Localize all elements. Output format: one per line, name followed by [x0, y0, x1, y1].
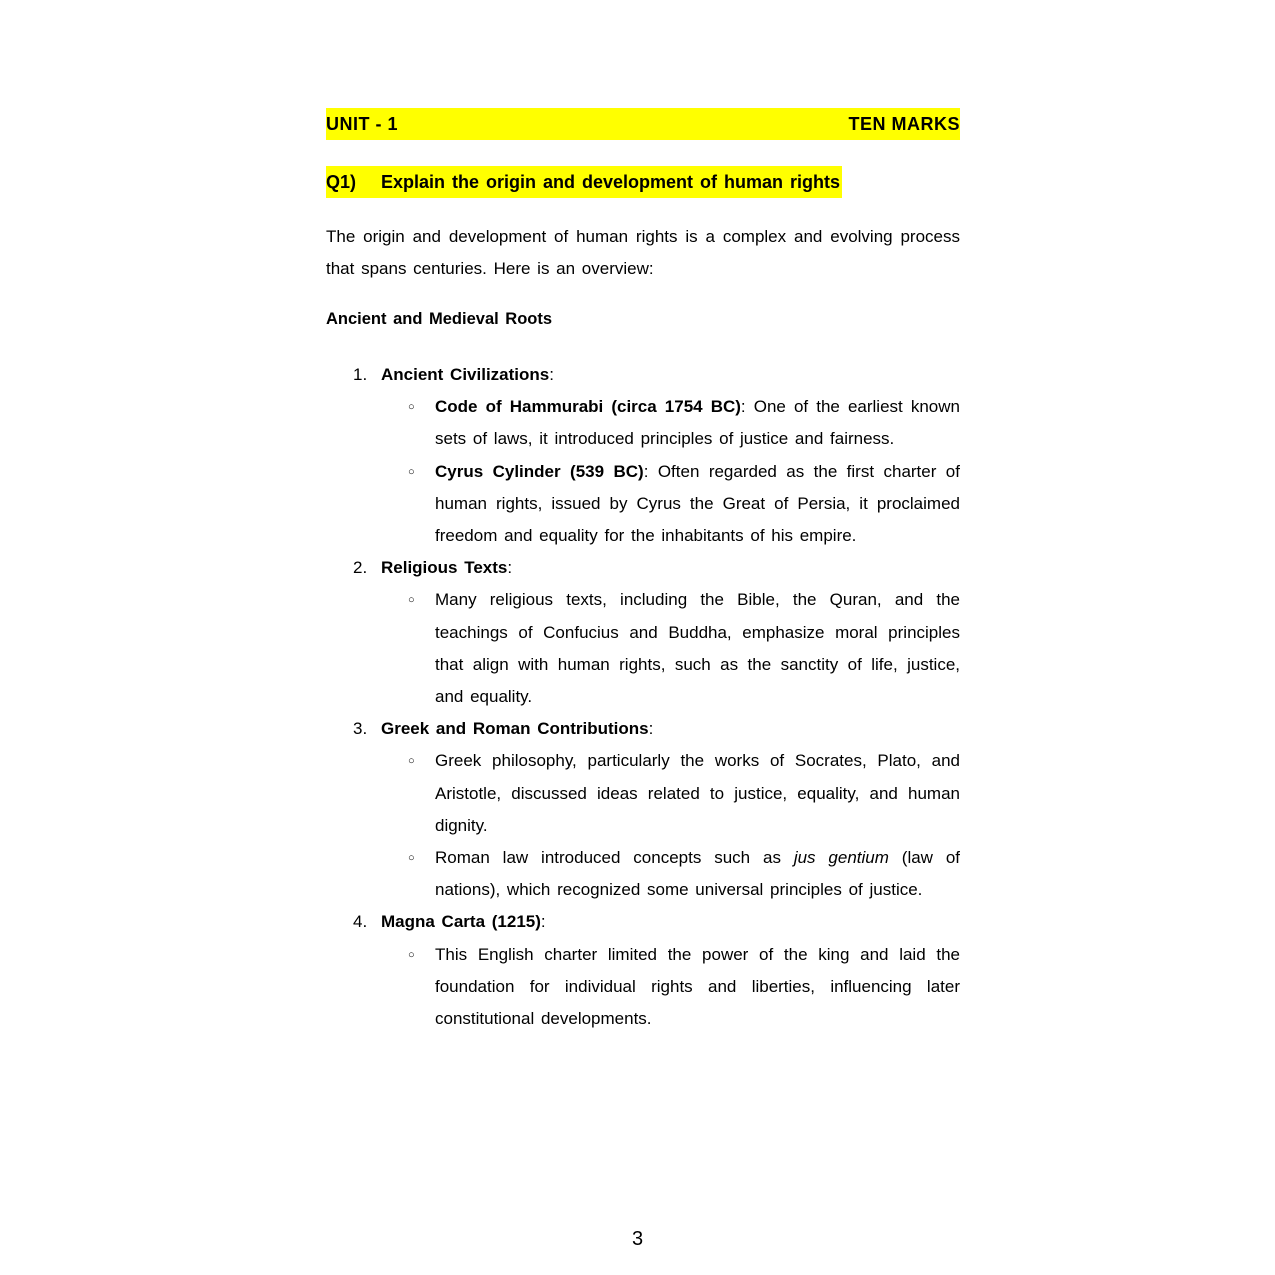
question-number: Q1) [326, 171, 357, 192]
sub-item [326, 391, 960, 455]
list-item-number: 4. [353, 912, 368, 932]
list-item-heading [326, 906, 960, 938]
list-item-colon: : [507, 558, 513, 578]
sub-item-text: This English charter limited the power of the king and laid the foundation for individual rights and liberties, influencing later constitutional developments. [435, 944, 960, 1028]
list-item-number: 2. [353, 558, 368, 578]
list-item-colon: : [648, 719, 654, 739]
sub-item-text-after: (law of nations), which recognized some universal principles of justice. [435, 848, 961, 900]
sub-item-text: : One of the earliest known sets of laws, it introduced principles of justice and fairness. [435, 397, 960, 449]
marks-label: TEN MARKS [848, 113, 960, 134]
numbered-list [326, 359, 960, 1035]
sub-item-bold: Cyrus Cylinder (539 BC) [435, 461, 644, 481]
sub-item-text: Greek philosophy, particularly the works of Socrates, Plato, and Aristotle, discussed ideas related to justice, equality, and human dignity. [435, 751, 960, 835]
circle-bullet-icon: ○ [408, 852, 415, 864]
page-number: 3 [631, 1228, 644, 1250]
list-item-heading [326, 713, 960, 745]
intro-paragraph: The origin and development of human rights is a complex and evolving process that spans centuries. Here is an overview: [326, 227, 960, 278]
circle-bullet-icon: ○ [408, 594, 415, 607]
list-item-title: Ancient Civilizations [381, 365, 550, 384]
sub-item [326, 456, 960, 553]
list-item-number: 1. [353, 365, 368, 384]
question-heading [326, 166, 842, 198]
list-item-title: Religious Texts [381, 558, 508, 578]
sub-item [326, 745, 960, 842]
section-heading: Ancient and Medieval Roots [326, 310, 553, 328]
list-item-heading [326, 552, 960, 584]
sub-item-italic-term: jus gentium [793, 848, 889, 867]
sub-item [326, 939, 960, 1036]
list-item-title: Magna Carta (1215) [381, 912, 541, 932]
sub-item-text: Many religious texts, including the Bible, the Quran, and the teachings of Confucius and Buddha, emphasize moral principles that align with human rights, such as the sanctity of life, justice, and equality. [435, 590, 960, 706]
sub-item [326, 842, 960, 906]
list-item-title: Greek and Roman Contributions [381, 719, 649, 739]
sub-item-text: : Often regarded as the first charter of human rights, issued by Cyrus the Great of Persia, it proclaimed freedom and equality for the inhabitants of his empire. [435, 461, 960, 545]
sub-item-text-before: Roman law introduced concepts such as [435, 848, 794, 867]
question-text: Explain the origin and development of human rights [381, 171, 841, 192]
circle-bullet-icon: ○ [408, 948, 415, 961]
list-item-heading [326, 359, 960, 391]
circle-bullet-icon: ○ [408, 755, 415, 768]
circle-bullet-icon: ○ [408, 401, 415, 414]
list-item-number: 3. [353, 719, 368, 739]
unit-header-bar [326, 108, 960, 140]
sub-item-bold: Code of Hammurabi (circa 1754 BC) [435, 397, 741, 417]
sub-item [326, 584, 960, 713]
unit-label: UNIT - 1 [326, 113, 399, 134]
list-item-colon: : [540, 912, 546, 932]
list-item-colon: : [549, 365, 554, 384]
circle-bullet-icon: ○ [408, 465, 415, 478]
